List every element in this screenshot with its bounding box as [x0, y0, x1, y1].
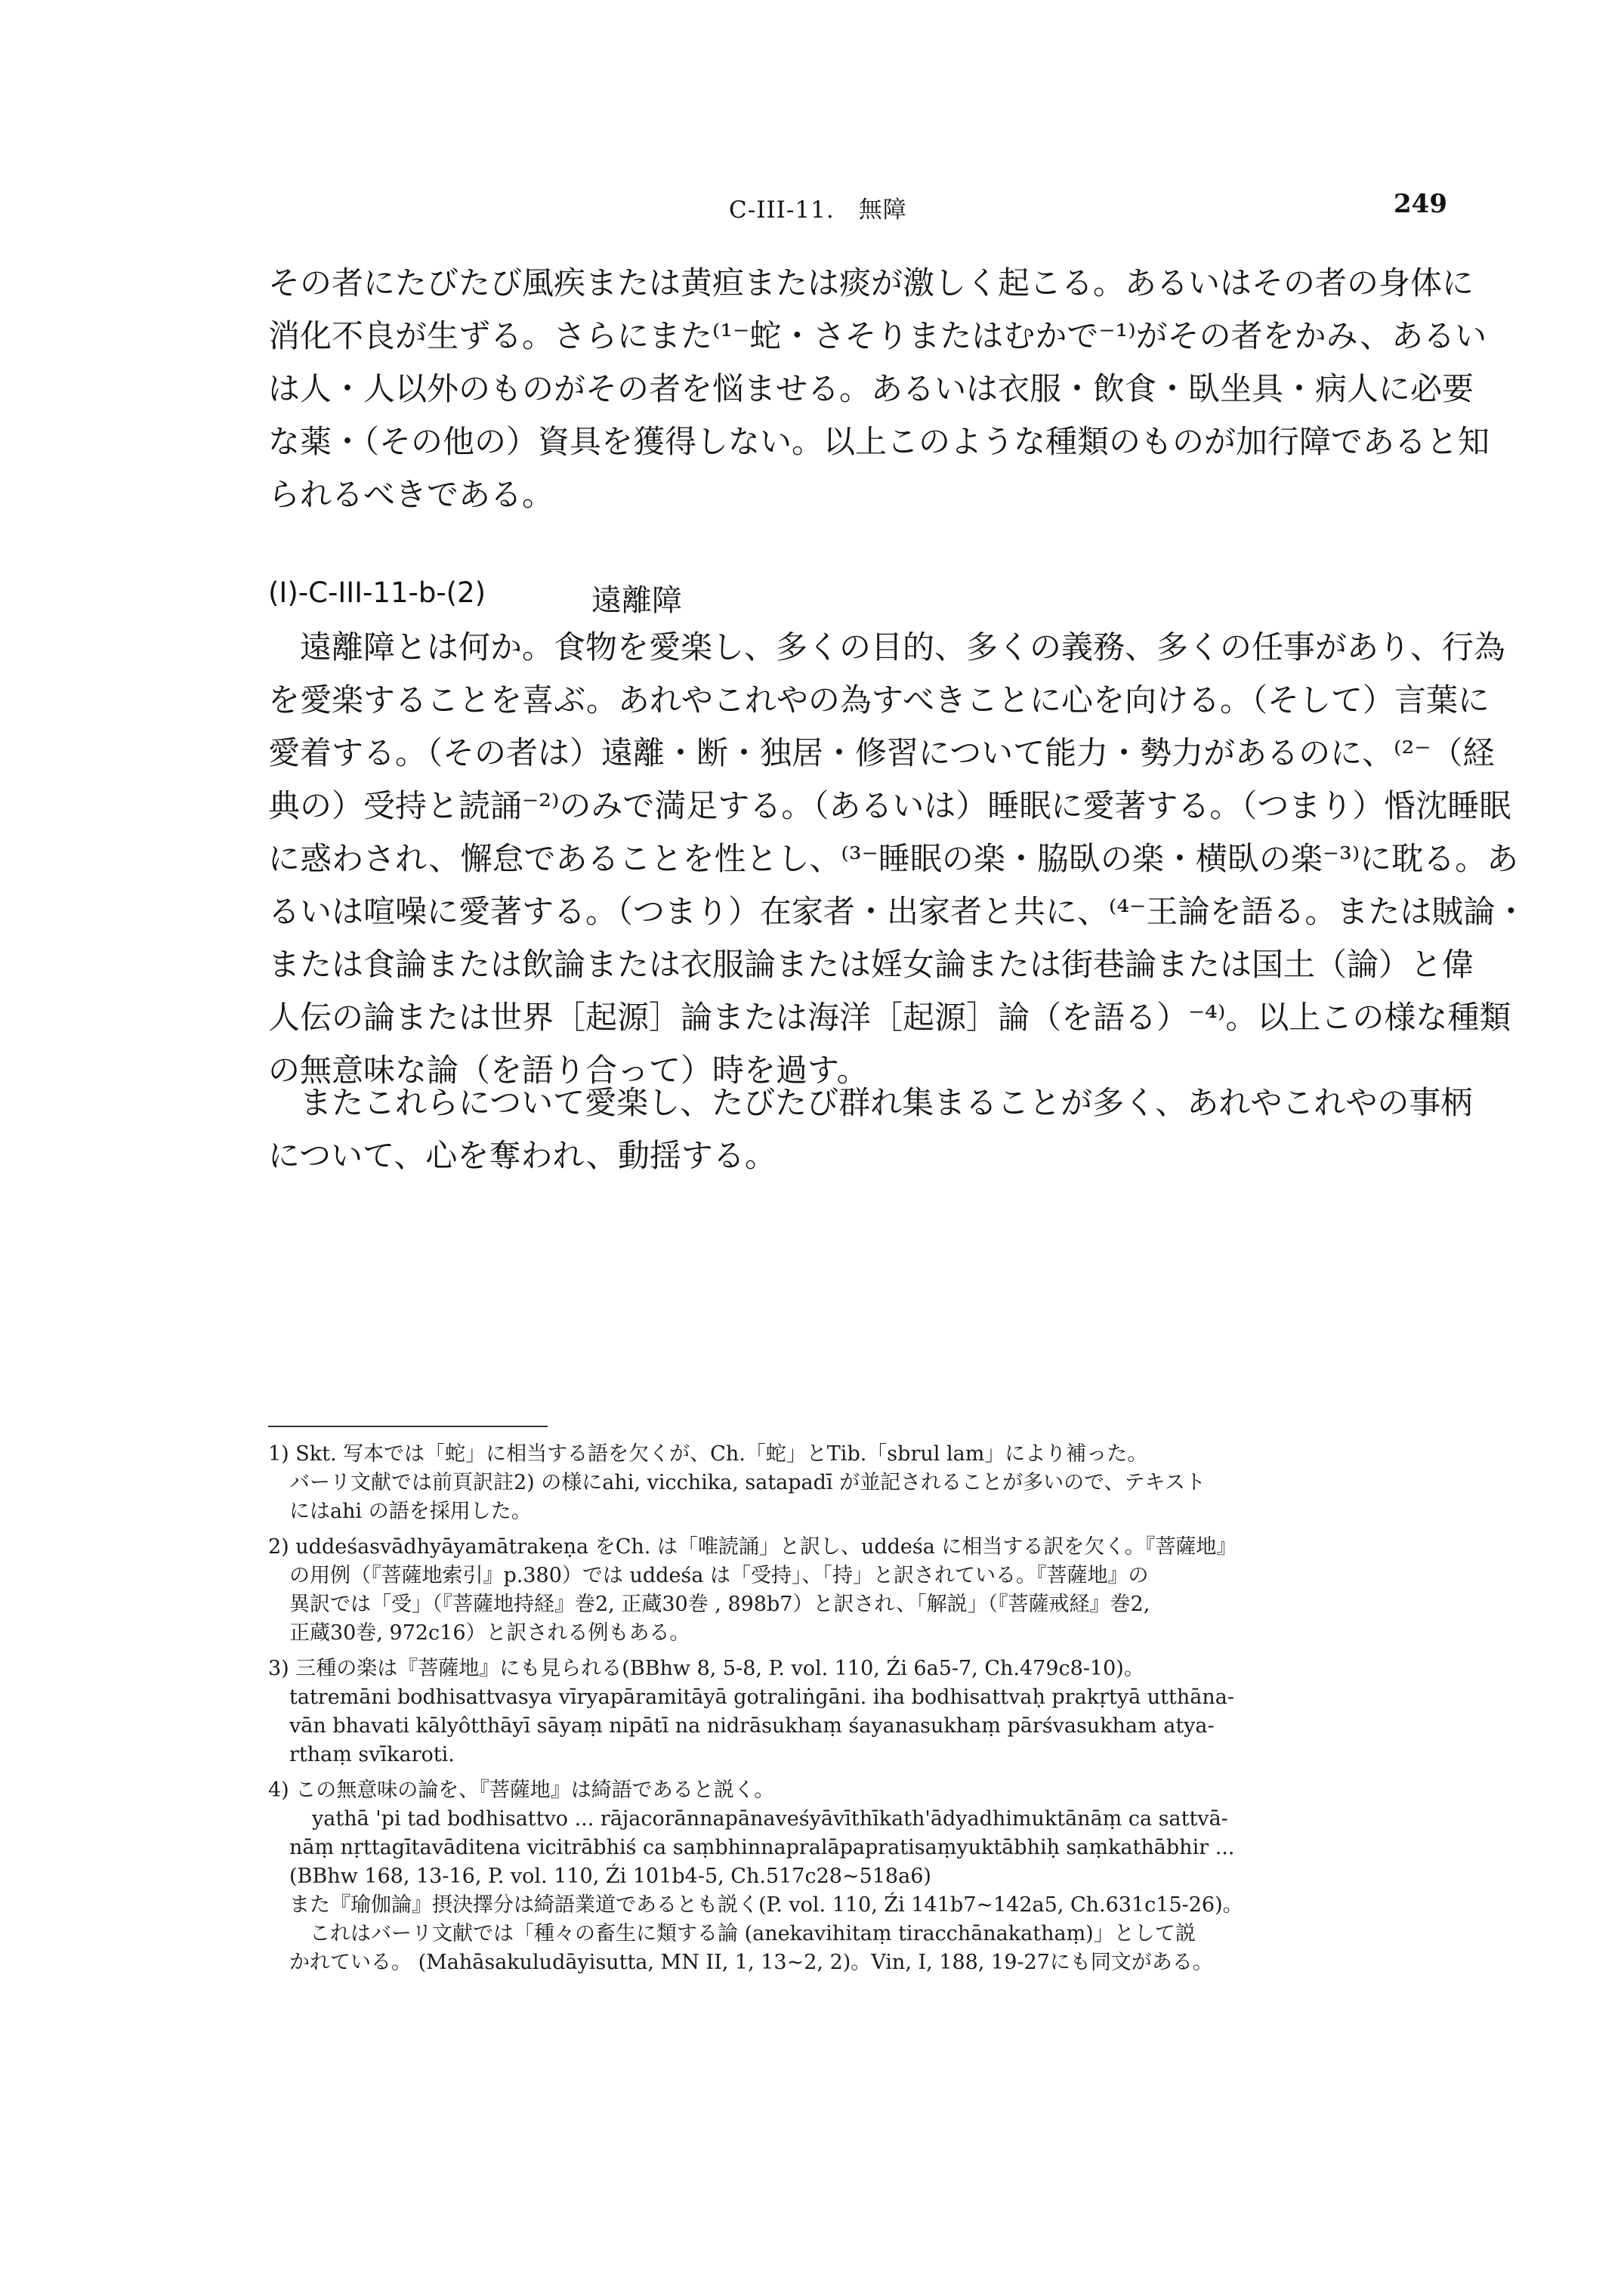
footnote-line: vān bhavati kālyôtthāyī sāyaṃ nipātī na nidrāsukhaṃ śayanasukhaṃ pārśvasukham atya-: [289, 1714, 1215, 1738]
text-line: な薬・（その他の）資具を獲得しない。以上このような種類のものが加行障であると知: [268, 423, 1490, 460]
text-line: について、心を奪われ、動揺する。: [268, 1137, 776, 1174]
paragraph-continuation: [268, 257, 1490, 521]
footnotes: [268, 1440, 1443, 1984]
text-line: 人伝の論または世界［起源］論または海洋［起源］論（を語る）⁻⁴⁾。以上この様な種類: [268, 999, 1511, 1036]
section-number: (I)-C-III-11-b-(2): [268, 576, 486, 609]
text-line: 典の）受持と読誦⁻²⁾のみで満足する。（あるいは）睡眠に愛著する。（つまり）惛沈睡眠: [268, 787, 1511, 824]
paragraph-closing: [268, 1077, 1473, 1182]
text-line: の無意味な論（を語り合って）時を過す。: [268, 1052, 869, 1089]
footnote-line: 3) 三種の楽は『菩薩地』にも見られる(BBhw 8, 5-8, P. vol. 110, Źi 6a5-7, Ch.479c8-10)。: [268, 1657, 1144, 1680]
footnote-line: 2) uddeśasvādhyāyamātrakeṇa をCh. は「唯読誦」と訳し、uddeśa に相当する訳を欠く。『菩薩地』: [268, 1535, 1237, 1559]
footnote-4: [268, 1776, 1443, 1977]
text-line: は人・人以外のものがその者を悩ませる。あるいは衣服・飲食・臥坐具・病人に必要: [268, 370, 1474, 407]
running-header: C-III-11. 無障: [729, 196, 907, 224]
footnote-line: 4) この無意味の論を、『菩薩地』は綺語であると説く。: [268, 1778, 775, 1802]
footnote-line: (BBhw 168, 13-16, P. vol. 110, Źi 101b4-5, Ch.517c28~518a6): [289, 1865, 931, 1888]
footnote-1: [268, 1440, 1443, 1526]
text-line: るいは喧噪に愛著する。（つまり）在家者・出家者と共に、⁽⁴⁻王論を語る。または賊論・: [268, 893, 1527, 930]
text-line: を愛楽することを喜ぶ。あれやこれやの為すべきことに心を向ける。（そして）言葉に: [268, 681, 1490, 718]
footnote-line: また『瑜伽論』摂決擇分は綺語業道であるとも説く(P. vol. 110, Źi 141b7~142a5, Ch.631c15-26)。: [289, 1893, 1243, 1917]
footnote-line: 異訳では「受」（『菩薩地持経』巻2, 正蔵30巻 , 898b7）と訳され、「解説」（『菩薩戒経』巻2,: [289, 1593, 1150, 1616]
text-line: に惑わされ、懈怠であることを性とし、⁽³⁻睡眠の楽・脇臥の楽・横臥の楽⁻³⁾に耽る。あ: [268, 840, 1519, 877]
text-line: その者にたびたび風疾または黄疸または痰が激しく起こる。あるいはその者の身体に: [268, 264, 1474, 301]
footnote-line: の用例（『菩薩地索引』p.380）では uddeśa は「受持」、「持」と訳されている。『菩薩地』の: [289, 1564, 1149, 1587]
footnote-3: [268, 1655, 1443, 1769]
footnote-divider: [268, 1426, 548, 1427]
paragraph-obstacle-of-seclusion: [268, 621, 1527, 1097]
footnote-line: 1) Skt. 写本では「蛇」に相当する語を欠くが、Ch.「蛇」とTib.「sbrul lam」により補った。: [268, 1442, 1148, 1466]
text-line: 愛着する。（その者は）遠離・断・独居・修習について能力・勢力があるのに、⁽²⁻（経: [268, 734, 1495, 771]
text-line: られるべきである。: [268, 476, 554, 513]
text-line: 消化不良が生ずる。さらにまた⁽¹⁻蛇・さそりまたはむかで⁻¹⁾がその者をかみ、あるい: [268, 317, 1487, 354]
section-heading: [268, 576, 682, 618]
footnote-line: nāṃ nṛttagītavāditena vicitrābhiś ca saṃbhinnapralāpapratisaṃyuktābhiḥ saṃkathābhir ...: [289, 1836, 1235, 1859]
text-line: 遠離障とは何か。食物を愛楽し、多くの目的、多くの義務、多くの任事があり、行為: [268, 629, 1506, 666]
footnote-line: 正蔵30巻, 972c16）と訳される例もある。: [289, 1621, 690, 1645]
footnote-line: rthaṃ svīkaroti.: [289, 1743, 455, 1766]
text-line: または食論または飲論または衣服論または婬女論または街巷論または国土（論）と偉: [268, 946, 1474, 983]
footnote-line: tatremāni bodhisattvasya vīryapāramitāyā gotraliṅgāni. iha bodhisattvaḥ prakṛtyā utthāna-: [289, 1686, 1234, 1709]
footnote-line: バーリ文献では前頁訳註2) の様にahi, vicchika, satapadī が並記されることが多いので、テキスト: [289, 1471, 1206, 1494]
section-title: 遠離障: [591, 583, 682, 618]
page-number: 249: [1394, 189, 1447, 219]
footnote-line: にはahi の語を採用した。: [289, 1500, 532, 1523]
text-line: またこれらについて愛楽し、たびたび群れ集まることが多く、あれやこれやの事柄: [268, 1084, 1473, 1121]
footnote-2: [268, 1533, 1443, 1648]
footnote-line: yathā 'pi tad bodhisattvo ... rājacorānnapānaveśyāvīthīkath'ādyadhimuktānāṃ ca sattvā-: [312, 1807, 1228, 1831]
footnote-line: かれている。 (Mahāsakuludāyisutta, MN II, 1, 13~2, 2)。Vin, I, 188, 19-27にも同文がある。: [289, 1951, 1213, 1974]
footnote-line: これはバーリ文献では「種々の畜生に類する論 (anekavihitaṃ tiracchānakathaṃ)」として説: [289, 1922, 1196, 1945]
